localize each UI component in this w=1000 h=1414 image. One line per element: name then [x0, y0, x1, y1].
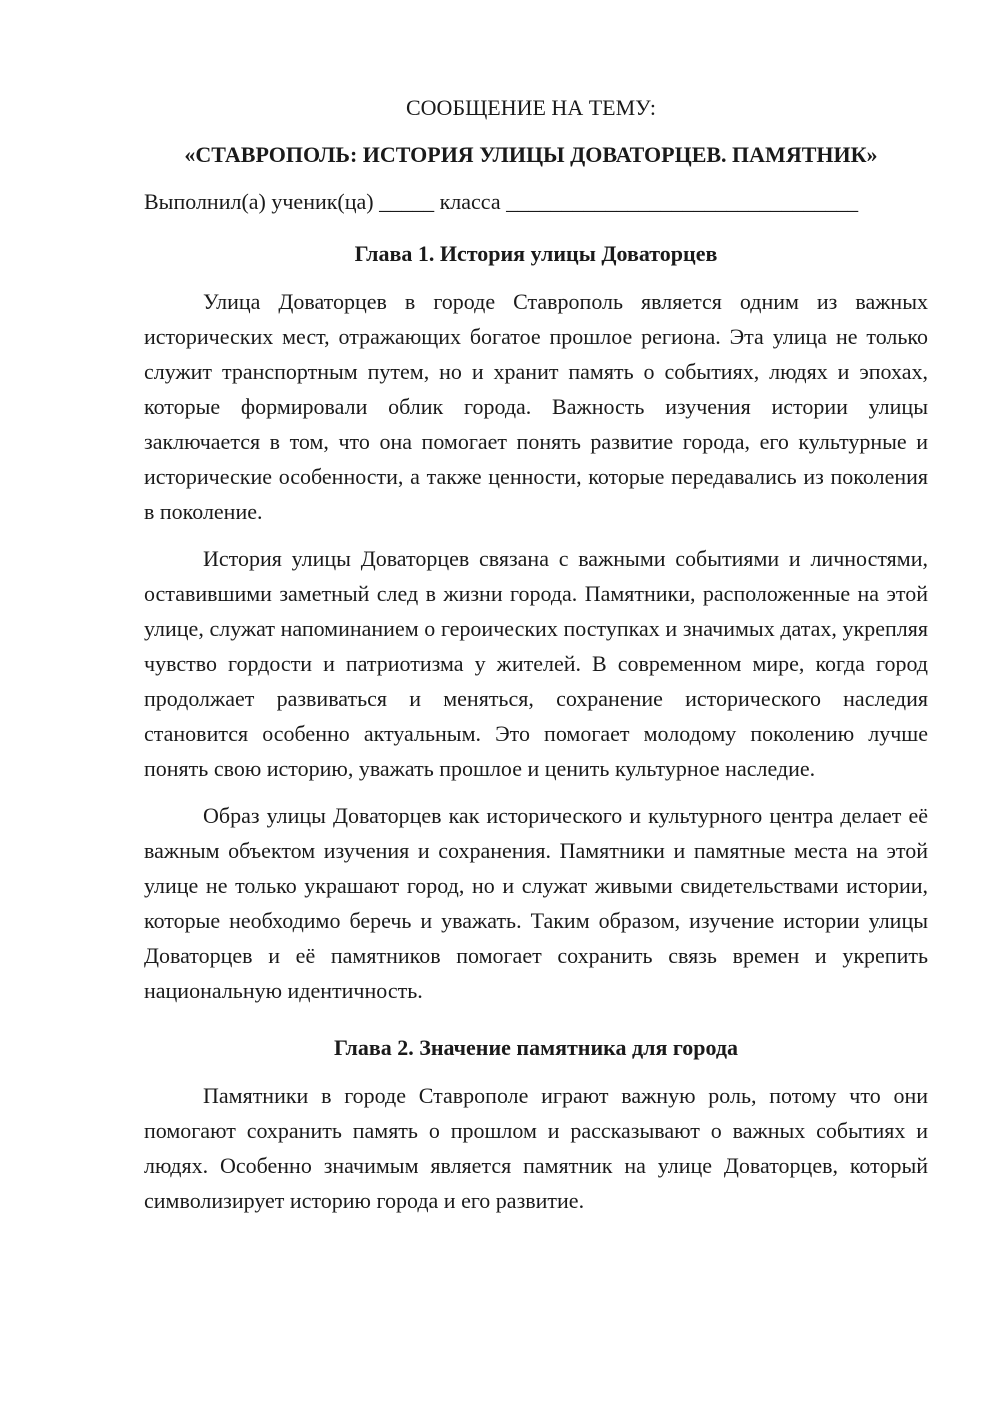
document-title: «СТАВРОПОЛЬ: ИСТОРИЯ УЛИЦЫ ДОВАТОРЦЕВ. ПАМЯТНИК» — [184, 142, 878, 167]
chapter-1-paragraph-1: Улица Доваторцев в городе Ставрополь является одним из важных исторических мест, отражающих богатое прошлое региона. Эта улица не только служит транспортным путем, но и хранит память о событиях, людях и эпохах, которые формировали облик города. Важность изучения истории улицы заключается в том, что она помогает понять развитие города, его культурные и исторические особенности, а также ценности, которые передавались из поколения в поколение. — [144, 289, 928, 524]
document-topic-label: СООБЩЕНИЕ НА ТЕМУ: — [406, 95, 656, 120]
chapter-1-heading: Глава 1. История улицы Доваторцев — [354, 241, 718, 266]
chapter-2-paragraph-1: Памятники в городе Ставрополе играют важную роль, потому что они помогают сохранить память о прошлом и рассказывают о важных событиях и людях. Особенно значимым является памятник на улице Доваторцев, который символизирует историю города и его развитие. — [144, 1083, 928, 1213]
chapter-1-paragraph-2: История улицы Доваторцев связана с важными событиями и личностями, оставившими заметный след в жизни города. Памятники, расположенные на этой улице, служат напоминанием о героических поступках и значимых датах, укрепляя чувство гордости и патриотизма у жителей. В современном мире, когда город продолжает развиваться и меняться, сохранение исторического наследия становится особенно актуальным. Это помогает молодому поколению лучше понять свою историю, уважать прошлое и ценить культурное наследие. — [144, 546, 928, 781]
chapter-1-paragraph-3: Образ улицы Доваторцев как исторического и культурного центра делает её важным объектом изучения и сохранения. Памятники и памятные места на этой улице не только украшают город, но и служат живыми свидетельствами истории, которые необходимо беречь и уважать. Таким образом, изучение истории улицы Доваторцев и её памятников помогает сохранить связь времен и укрепить национальную идентичность. — [144, 803, 928, 1003]
chapter-2-heading: Глава 2. Значение памятника для города — [333, 1035, 739, 1060]
author-line: Выполнил(а) ученик(ца) _____ класса ________________________________ — [144, 189, 859, 214]
